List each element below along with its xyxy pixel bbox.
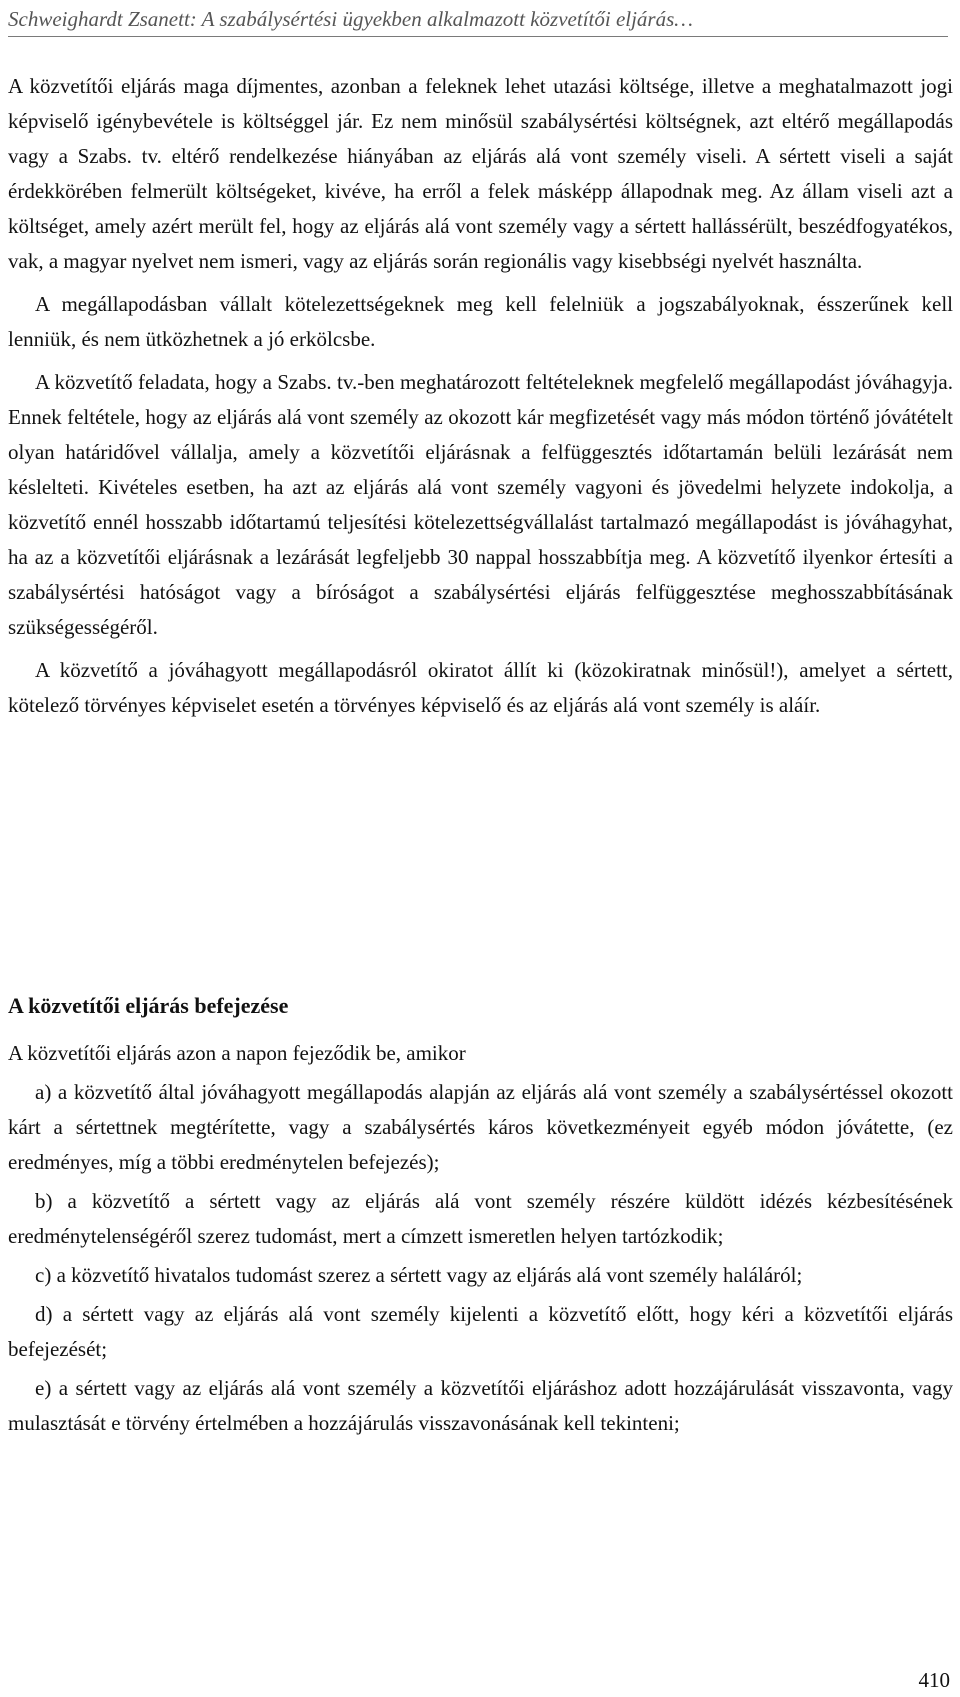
list-item-a: a) a közvetítő által jóváhagyott megállapodás alapján az eljárás alá vont személy a szabálysértéssel okozott kárt a sértettnek megtérítette, vagy a szabálysértés káros következményeit egyéb módon jóvátette, (ez eredményes, míg a többi eredménytelen befejezés); [8,1080,953,1174]
list-item-e: e) a sértett vagy az eljárás alá vont személy a közvetítői eljáráshoz adott hozzájárulását visszavonta, vagy mulasztását e törvény értelmében a hozzájárulás visszavonásának kell tekinteni; [8,1376,953,1435]
body-text-lower [8,1036,953,1445]
section-intro: A közvetítői eljárás azon a napon fejeződik be, amikor [8,1041,466,1065]
page-number: 410 [918,1668,950,1692]
body-text-top [8,69,953,731]
paragraph-obligations: A megállapodásban vállalt kötelezettségeknek meg kell felelniük a jogszabályoknak, ésszerűnek kell lenniük, és nem ütközhetnek a jó erkölcsbe. [8,292,953,351]
paragraph-costs: A közvetítői eljárás maga díjmentes, azonban a feleknek lehet utazási költsége, illetve a meghatalmazott jogi képviselő igénybevétele is költséggel jár. Ez nem minősül szabálysértési költségnek, azt eltérő megállapodás vagy a Szabs. tv. eltérő rendelkezése hiányában az eljárás alá vont személy viseli. A sértett viseli a saját érdekkörében felmerült költségeket, kivéve, ha erről a felek másképp állapodnak meg. Az állam viseli azt a költséget, amely azért merült fel, hogy az eljárás alá vont személy vagy a sértett hallássérült, beszédfogyatékos, vak, a magyar nyelvet nem ismeri, vagy az eljárás során regionális vagy kisebbségi nyelvét használta. [8,74,953,273]
paragraph-deed: A közvetítő a jóváhagyott megállapodásról okiratot állít ki (közokiratnak minősül!), amelyet a sértett, kötelező törvényes képviselet esetén a törvényes képviselő és az eljárás alá vont személy is aláír. [8,658,953,717]
list-item-c: c) a közvetítő hivatalos tudomást szerez a sértett vagy az eljárás alá vont személy haláláról; [35,1263,803,1287]
section-heading: A közvetítői eljárás befejezése [8,993,289,1018]
running-header: Schweighardt Zsanett: A szabálysértési ügyekben alkalmazott közvetítői eljárás… [8,4,948,37]
paragraph-mediator-task: A közvetítő feladata, hogy a Szabs. tv.-ben meghatározott feltételeknek megfelelő megállapodást jóváhagyja. Ennek feltétele, hogy az eljárás alá vont személy az okozott kár megfizetését vagy más módon történő jóvátételt olyan határidővel vállalja, amely a közvetítői eljárásnak a felfüggesztés időtartamán belüli lezárását nem késlelteti. Kivételes esetben, ha azt az eljárás alá vont személy vagyoni és jövedelmi helyzete indokolja, a közvetítő ennél hosszabb időtartamú teljesítési kötelezettségvállalást tartalmazó megállapodást is jóváhagyhat, ha az a közvetítői eljárásnak a lezárását legfeljebb 30 nappal hosszabbítja meg. A közvetítő ilyenkor értesíti a szabálysértési hatóságot vagy a bíróságot a szabálysértési eljárás felfüggesztése meghosszabbításának szükségességéről. [8,370,953,639]
list-item-b: b) a közvetítő a sértett vagy az eljárás alá vont személy részére küldött idézés kézbesítésének eredménytelenségéről szerez tudomást, mert a címzett ismeretlen helyen tartózkodik; [8,1189,953,1248]
list-item-d: d) a sértett vagy az eljárás alá vont személy kijelenti a közvetítő előtt, hogy kéri a közvetítői eljárás befejezését; [8,1302,953,1361]
